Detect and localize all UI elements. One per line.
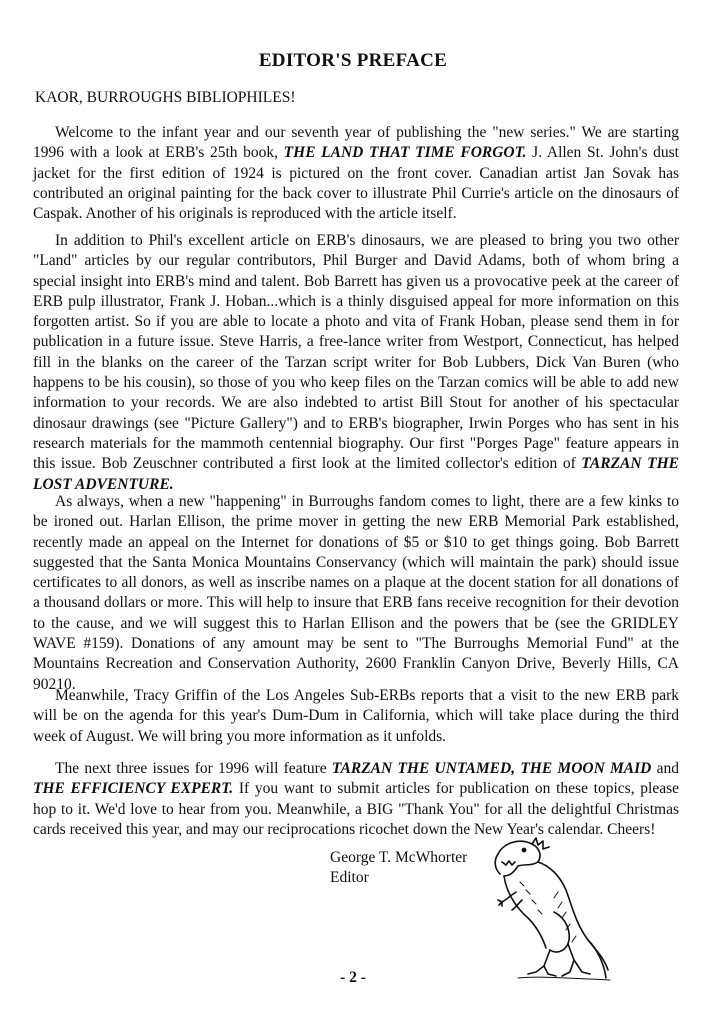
- book-title: THE EFFICIENCY EXPERT.: [33, 780, 234, 798]
- paragraph-2: [33, 231, 679, 495]
- paragraph-text: and: [651, 760, 679, 777]
- signature-name: George T. McWhorter: [330, 849, 468, 866]
- paragraph-text: If you want to submit articles for publication on these topics, please hop to it. We'd love to hear from you. Meanwhile, a BIG "Thank You" for all the delightful Christmas cards received this year, and may our reciprocations ricochet down the New Year's calendar. Cheers!: [33, 780, 679, 838]
- paragraph-text: As always, when a new "happening" in Burroughs fandom comes to light, there are a few kinks to be ironed out. Harlan Ellison, the prime mover in getting the new ERB Memorial Park established, recently made an appeal on the Internet for donations of $5 or $10 to get things going. Bob Barrett suggested that the Santa Monica Mountains Conservancy (which will maintain the park) should issue certificates to all donors, as well as inscribe names on a plaque at the docent station for all donations of a thousand dollars or more. This will help to insure that ERB fans receive recognition for their devotion to the cause, and we will suggest this to Harlan Ellison and the powers that be (see the GRIDLEY WAVE #159). Donations of any amount may be sent to "The Burroughs Memorial Fund" at the Mountains Recreation and Conservation Authority, 2600 Franklin Canyon Drive, Beverly Hills, CA 90210.: [33, 493, 679, 693]
- salutation: KAOR, BURROUGHS BIBLIOPHILES!: [35, 89, 296, 106]
- paragraph-text: J. Allen St. John's dust jacket for the first edition of 1924 is pictured on the front cover. Canadian artist Jan Sovak has contributed an original painting for the back cover to illustrate Phil Currie's article on the dinosaurs of Caspak. Another of his originals is reproduced with the article itself.: [33, 144, 679, 223]
- paragraph-4: [33, 686, 679, 747]
- page-title: EDITOR'S PREFACE: [258, 50, 448, 71]
- book-title: TARZAN THE UNTAMED, THE MOON MAID: [331, 760, 652, 777]
- book-title: TARZAN THE LOST ADVENTURE.: [33, 455, 679, 493]
- page-number: - 2 -: [340, 969, 366, 986]
- signature-role: Editor: [330, 869, 369, 886]
- paragraph-text: In addition to Phil's excellent article on ERB's dinosaurs, we are pleased to bring you two other "Land" articles by our regular contributors, Phil Burger and David Adams, both of whom bring a special insight into ERB's mind and talent. Bob Barrett has given us a provocative peek at the career of ERB pulp illustrator, Frank J. Hoban...which is a thinly disguised appeal for more information on this forgotten artist. So if you are able to locate a photo and vita of Frank Hoban, please send them in for publication in a future issue. Steve Harris, a free-lance writer from Westport, Connecticut, has helped fill in the blanks on the career of the Tarzan script writer for Bob Lubbers, Dick Van Buren (who happens to be his cousin), so those of you who keep files on the Tarzan comics will be able to add new information to your records. We are also indebted to artist Bill Stout for another of his spectacular dinosaur drawings (see "Picture Gallery") and to ERB's biographer, Irwin Porges who has sent in his research materials for the mammoth centennial biography. Our first "Porges Page" feature appears in this issue. Bob Zeuschner contributed a first look at the limited collector's edition of: [33, 232, 679, 473]
- paragraph-text: Welcome to the infant year and our seventh year of publishing the "new series." We are starting 1996 with a look at ERB's 25th book,: [33, 124, 679, 162]
- book-title: THE LAND THAT TIME FORGOT.: [283, 144, 527, 162]
- paragraph-1: [33, 123, 679, 224]
- paragraph-text: The next three issues for 1996 will feature: [55, 760, 332, 777]
- paragraph-5: [33, 759, 679, 840]
- dinosaur-illustration: [458, 832, 613, 982]
- paragraph-3: [33, 492, 679, 695]
- signature-block: [330, 848, 467, 888]
- paragraph-text: Meanwhile, Tracy Griffin of the Los Angeles Sub-ERBs reports that a visit to the new ERB park will be on the agenda for this year's Dum-Dum in California, which will take place during the third week of August. We will bring you more information as it unfolds.: [33, 687, 679, 745]
